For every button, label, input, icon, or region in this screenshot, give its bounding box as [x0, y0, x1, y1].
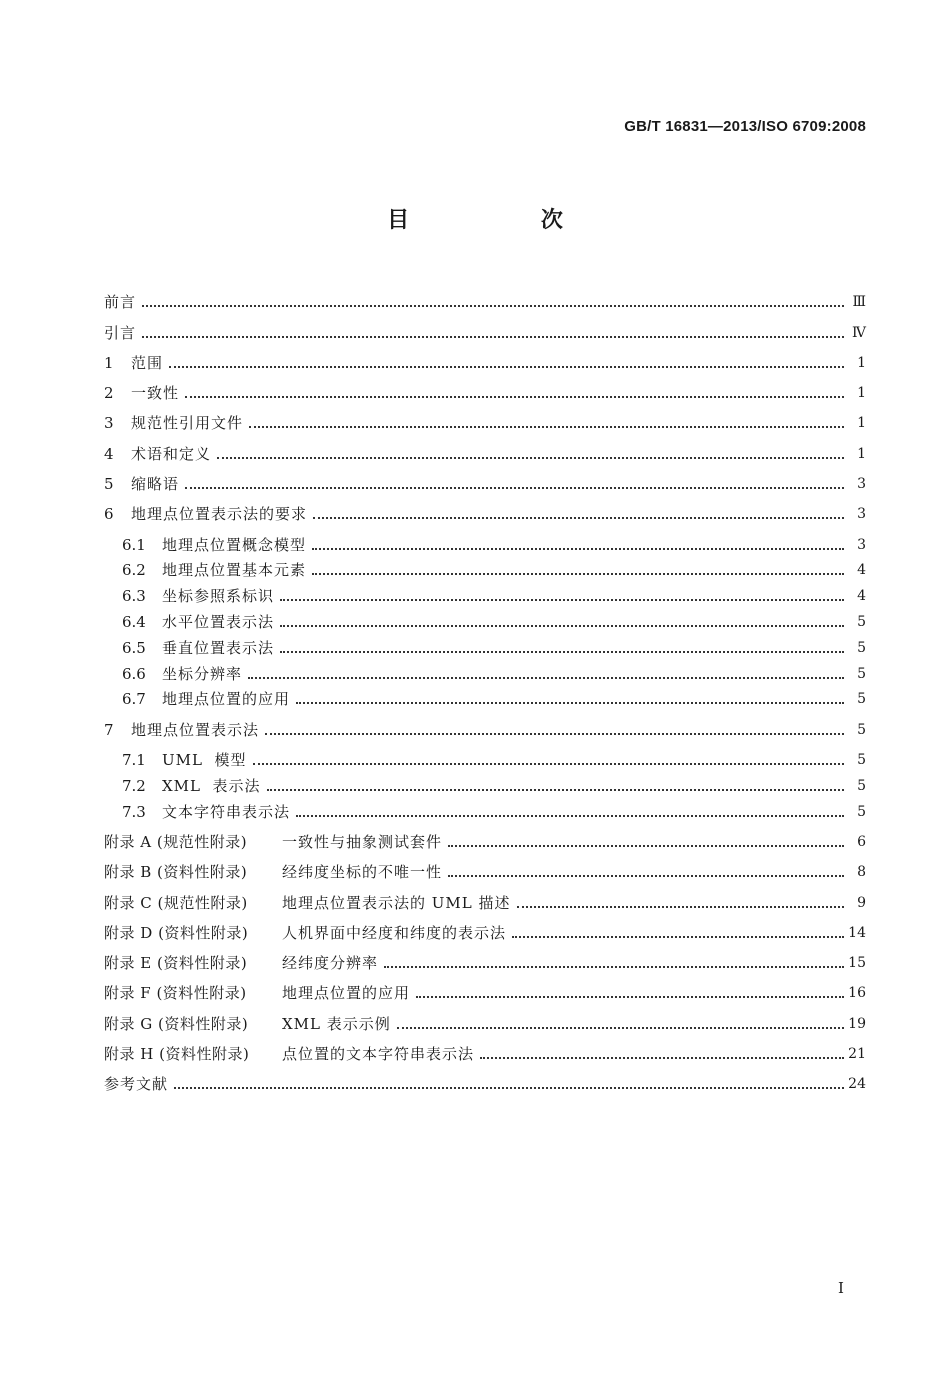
toc-entry-page: Ⅳ	[852, 324, 866, 341]
toc-entry-annex-a[interactable]	[104, 821, 866, 851]
toc-entry-number: 6.6	[122, 664, 146, 683]
toc-entry-references[interactable]	[104, 1063, 866, 1093]
toc-entry-page: 24	[848, 1076, 866, 1093]
toc-entry-page: 3	[857, 536, 866, 553]
toc-entry-text: 地理点位置基本元素	[162, 561, 307, 580]
leader-dots	[448, 845, 844, 847]
leader-dots	[280, 599, 844, 601]
toc-annex-label: 附录 D (资料性附录)	[104, 923, 249, 942]
toc-entry-text: 水平位置表示法	[162, 613, 275, 632]
toc-entry-text: 缩略语	[131, 475, 180, 494]
toc-entry-annex-c[interactable]	[104, 881, 866, 911]
toc-entry-7-1[interactable]	[104, 739, 866, 769]
leader-dots	[267, 789, 844, 791]
leader-dots	[517, 906, 845, 908]
leader-dots	[169, 366, 844, 368]
leader-dots	[448, 875, 844, 877]
toc-entry-annex-g[interactable]	[104, 1002, 866, 1032]
toc-entry-number: 5	[104, 475, 114, 494]
toc-entry-page: 5	[857, 614, 866, 631]
toc-annex-label: 附录 A (规范性附录)	[104, 832, 248, 851]
toc-entry-text: 地理点位置的应用	[282, 984, 411, 1003]
toc-entry-7-3[interactable]	[104, 795, 866, 821]
toc-entry-page: 3	[857, 506, 866, 523]
toc-entry-text: 经纬度坐标的不唯一性	[282, 863, 443, 882]
toc-annex-label: 附录 G (资料性附录)	[104, 1014, 249, 1033]
toc-entry-2[interactable]	[104, 372, 866, 402]
leader-dots	[296, 702, 844, 704]
toc-entry-page: 1	[857, 415, 866, 432]
toc-entry-text: 前言	[104, 293, 137, 312]
toc-entry-page: 14	[848, 924, 866, 941]
toc-entry-number: 6.7	[122, 690, 146, 709]
toc-entry-page: 21	[848, 1046, 866, 1063]
toc-entry-page: 5	[857, 721, 866, 738]
toc-entry-page: 5	[857, 777, 866, 794]
toc-entry-text: 地理点位置概念模型	[162, 535, 307, 554]
toc-entry-number: 1	[104, 353, 114, 372]
toc-entry-page: 5	[857, 665, 866, 682]
leader-dots	[312, 573, 844, 575]
toc-entry-text: 一致性与抽象测试套件	[282, 832, 443, 851]
toc-annex-label: 附录 C (规范性附录)	[104, 893, 248, 912]
toc-entry-text: 坐标参照系标识	[162, 587, 275, 606]
toc-entry-text: 引言	[104, 323, 137, 342]
toc-entry-text: 规范性引用文件	[131, 414, 244, 433]
leader-dots	[512, 936, 844, 938]
toc-entry-text: 点位置的文本字符串表示法	[282, 1045, 475, 1064]
toc-entry-page: 5	[857, 639, 866, 656]
toc-entry-text: 文本字符串表示法	[162, 802, 291, 821]
toc-entry-page: Ⅲ	[852, 294, 866, 311]
toc-entry-text: 坐标分辨率	[162, 664, 243, 683]
toc-entry-page: 6	[857, 833, 866, 850]
leader-dots	[142, 336, 844, 338]
leader-dots	[253, 763, 845, 765]
toc-entry-text: 经纬度分辨率	[282, 954, 379, 973]
toc-entry-text: 地理点位置表示法	[131, 720, 260, 739]
toc-entry-6-3[interactable]	[104, 579, 866, 605]
toc-entry-number: 7.1	[122, 751, 146, 770]
toc-entry-text: 人机界面中经度和纬度的表示法	[282, 923, 507, 942]
toc-entry-page: 9	[857, 894, 866, 911]
toc-annex-label: 附录 H (资料性附录)	[104, 1045, 250, 1064]
table-of-contents	[104, 281, 866, 1093]
toc-annex-label: 附录 F (资料性附录)	[104, 984, 247, 1003]
toc-entry-page: 15	[848, 955, 866, 972]
toc-entry-foreword[interactable]	[104, 281, 866, 311]
toc-entry-number: 7.2	[122, 776, 146, 795]
toc-entry-number: 7.3	[122, 802, 146, 821]
leader-dots	[280, 625, 844, 627]
toc-entry-annex-d[interactable]	[104, 912, 866, 942]
toc-entry-5[interactable]	[104, 463, 866, 493]
toc-entry-annex-b[interactable]	[104, 851, 866, 881]
toc-entry-text: 术语和定义	[131, 444, 212, 463]
toc-entry-text: 地理点位置表示法的要求	[131, 505, 308, 524]
leader-dots	[313, 517, 844, 519]
toc-entry-6-7[interactable]	[104, 683, 866, 709]
standard-code: GB/T 16831—2013/ISO 6709:2008	[624, 118, 866, 135]
toc-entry-3[interactable]	[104, 402, 866, 432]
toc-entry-page: 5	[857, 803, 866, 820]
toc-entry-text: 参考文献	[104, 1075, 169, 1094]
toc-entry-page: 4	[857, 562, 866, 579]
toc-entry-introduction[interactable]	[104, 311, 866, 341]
toc-entry-text: XML 表示示例	[282, 1014, 391, 1033]
toc-entry-number: 6.4	[122, 613, 146, 632]
leader-dots	[416, 996, 844, 998]
toc-entry-page: 16	[848, 985, 866, 1002]
toc-entry-text: 范围	[131, 353, 164, 372]
toc-entry-page: 5	[857, 691, 866, 708]
toc-entry-number: 3	[104, 414, 114, 433]
toc-annex-label: 附录 E (资料性附录)	[104, 954, 248, 973]
toc-entry-text: 地理点位置表示法的 UML 描述	[282, 893, 511, 912]
toc-entry-6-2[interactable]	[104, 554, 866, 580]
leader-dots	[480, 1057, 844, 1059]
leader-dots	[265, 733, 844, 735]
toc-entry-page: 19	[848, 1015, 866, 1032]
toc-entry-text: 垂直位置表示法	[162, 638, 275, 657]
toc-entry-page: 1	[857, 445, 866, 462]
toc-entry-number: 6.3	[122, 587, 146, 606]
toc-entry-page: 1	[857, 385, 866, 402]
leader-dots	[397, 1027, 844, 1029]
toc-entry-annex-h[interactable]	[104, 1033, 866, 1063]
toc-entry-page: 5	[857, 752, 866, 769]
toc-entry-1[interactable]	[104, 342, 866, 372]
leader-dots	[249, 426, 844, 428]
toc-entry-number: 2	[104, 384, 114, 403]
toc-entry-text: XML 表示法	[162, 776, 261, 795]
page-number: Ⅰ	[838, 1279, 844, 1297]
leader-dots	[384, 966, 844, 968]
toc-entry-4[interactable]	[104, 432, 866, 462]
toc-entry-page: 1	[857, 354, 866, 371]
toc-entry-number: 6.1	[122, 535, 146, 554]
toc-entry-annex-f[interactable]	[104, 972, 866, 1002]
toc-entry-number: 4	[104, 444, 114, 463]
toc-entry-number: 6	[104, 505, 114, 524]
toc-entry-text: 地理点位置的应用	[162, 690, 291, 709]
toc-entry-text: UML 模型	[162, 751, 247, 770]
toc-entry-6[interactable]	[104, 493, 866, 523]
toc-annex-label: 附录 B (资料性附录)	[104, 863, 248, 882]
leader-dots	[248, 677, 844, 679]
leader-dots	[217, 457, 844, 459]
toc-entry-number: 6.2	[122, 561, 146, 580]
leader-dots	[185, 396, 844, 398]
leader-dots	[280, 651, 844, 653]
leader-dots	[142, 305, 844, 307]
toc-entry-number: 7	[104, 720, 114, 739]
toc-entry-page: 8	[857, 864, 866, 881]
page-title: 目 次	[387, 208, 625, 233]
toc-entry-7[interactable]	[104, 708, 866, 738]
toc-entry-7-2[interactable]	[104, 769, 866, 795]
toc-entry-annex-e[interactable]	[104, 942, 866, 972]
leader-dots	[296, 815, 844, 817]
leader-dots	[312, 548, 844, 550]
toc-entry-number: 6.5	[122, 638, 146, 657]
toc-entry-6-5[interactable]	[104, 631, 866, 657]
leader-dots	[174, 1087, 844, 1089]
toc-entry-6-4[interactable]	[104, 605, 866, 631]
toc-entry-6-6[interactable]	[104, 657, 866, 683]
toc-entry-page: 3	[857, 476, 866, 493]
toc-entry-text: 一致性	[131, 384, 180, 403]
toc-entry-6-1[interactable]	[104, 523, 866, 553]
toc-entry-page: 4	[857, 588, 866, 605]
leader-dots	[185, 487, 844, 489]
